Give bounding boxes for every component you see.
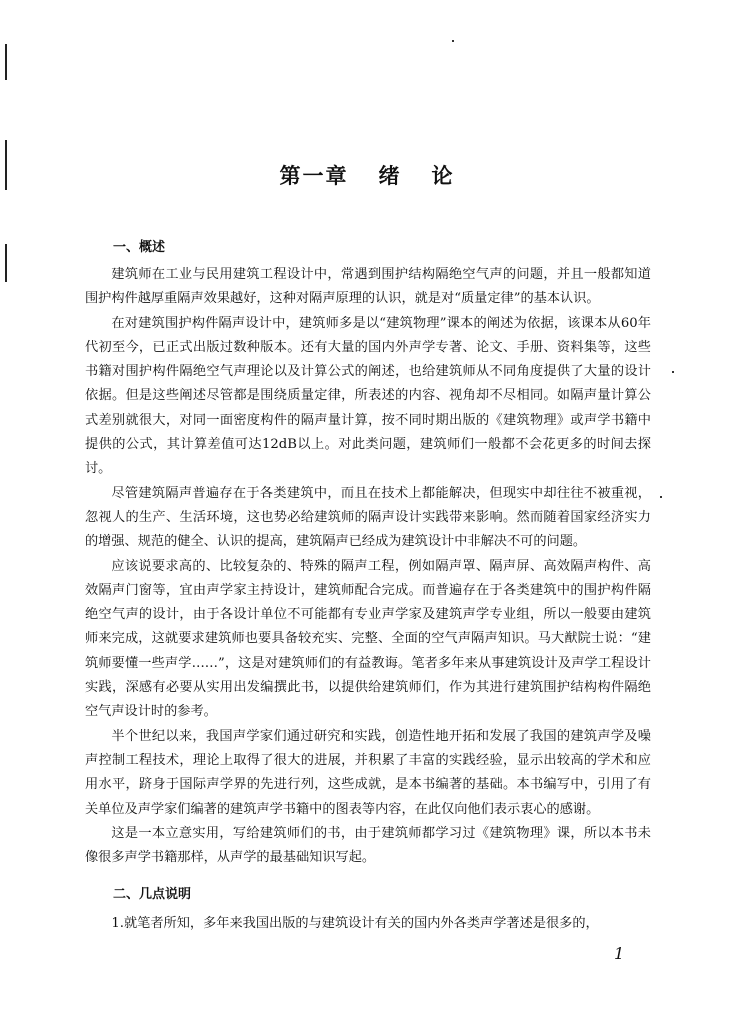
paragraph: 应该说要求高的、比较复杂的、特殊的隔声工程，例如隔声罩、隔声屏、高效隔声构件、高效隔声门窗等，宜由声学家主持设计，建筑师配合完成。而普遍存在于各类建筑中的围护构件隔绝空气声的设计，由于各设计单位不可能都有专业声学家及建筑声学专业组，所以一般要由建筑师来完成，这就要求建筑师也要具备较充实、完整、全面的空气声隔声知识。马大猷院士说：“建筑师要懂一些声学……”，这是对建筑师们的有益教诲。笔者多年来从事建筑设计及声学工程设计实践，深感有必要从实用出发编撰此书，以提供给建筑师们，作为其进行建筑围护结构构件隔绝空气声设计时的参考。 [85,558,651,720]
paragraph: 这是一本立意实用，写给建筑师们的书，由于建筑师都学习过《建筑物理》课，所以本书未像很多声学书籍那样，从声学的最基础知识写起。 [85,825,651,866]
chapter-title-char-2: 论 [431,164,455,188]
section-heading-notes: 二、几点说明 [113,887,192,902]
scan-dot-right-2 [660,496,662,498]
chapter-number: 第一章 [279,164,349,188]
paragraph: 在对建筑围护构件隔声设计中，建筑师多是以“建筑物理”课本的阐述为依据，该课本从60年代初至今，已正式出版过数种版本。还有大量的国内外声学专著、论文、手册、资料集等，这些书籍对围护构件隔绝空气声理论以及计算公式的阐述，也给建筑师从不同角度提供了大量的设计依据。但是这些阐述尽管都是围绕质量定律，所表述的内容、视角却不尽相同。如隔声量计算公式差别就很大，对同一面密度构件的隔声量计算，按不同时期出版的《建筑物理》或声学书籍中提供的公式，其计算差值可达12dB以上。对此类问题，建筑师们一般都不会花更多的时间去探讨。 [85,315,651,477]
section-heading-overview: 一、概述 [113,240,166,255]
chapter-title [0,160,734,190]
scan-margin-mark-3 [5,244,7,282]
chapter-title-char-1: 绪 [378,164,402,188]
overview-body [85,263,651,870]
paragraph: 1.就笔者所知，多年来我国出版的与建筑设计有关的国内外各类声学著述是很多的， [111,916,599,931]
scan-margin-mark-1 [5,44,7,80]
page-number: 1 [614,944,625,963]
scan-dot-top [452,40,454,42]
paragraph: 尽管建筑隔声普遍存在于各类建筑中，而且在技术上都能解决，但现实中却往往不被重视，忽视人的生产、生活环境，这也势必给建筑师的隔声设计实践带来影响。然而随着国家经济实力的增强、规范的健全、认识的提高，建筑隔声已经成为建筑设计中非解决不可的问题。 [85,485,651,550]
paragraph: 半个世纪以来，我国声学家们通过研究和实践，创造性地开拓和发展了我国的建筑声学及噪声控制工程技术，理论上取得了很大的进展，并积累了丰富的实践经验，显示出较高的学术和应用水平，跻身于国际声学界的先进行列，这些成就，是本书编著的基础。本书编写中，引用了有关单位及声学家们编著的建筑声学书籍中的图表等内容，在此仅向他们表示衷心的感谢。 [85,728,651,817]
paragraph: 建筑师在工业与民用建筑工程设计中，常遇到围护结构隔绝空气声的问题，并且一般都知道围护构件越厚重隔声效果越好，这种对隔声原理的认识，就是对“质量定律”的基本认识。 [85,267,651,307]
scan-dot-right-1 [672,371,674,373]
notes-body [85,912,651,936]
